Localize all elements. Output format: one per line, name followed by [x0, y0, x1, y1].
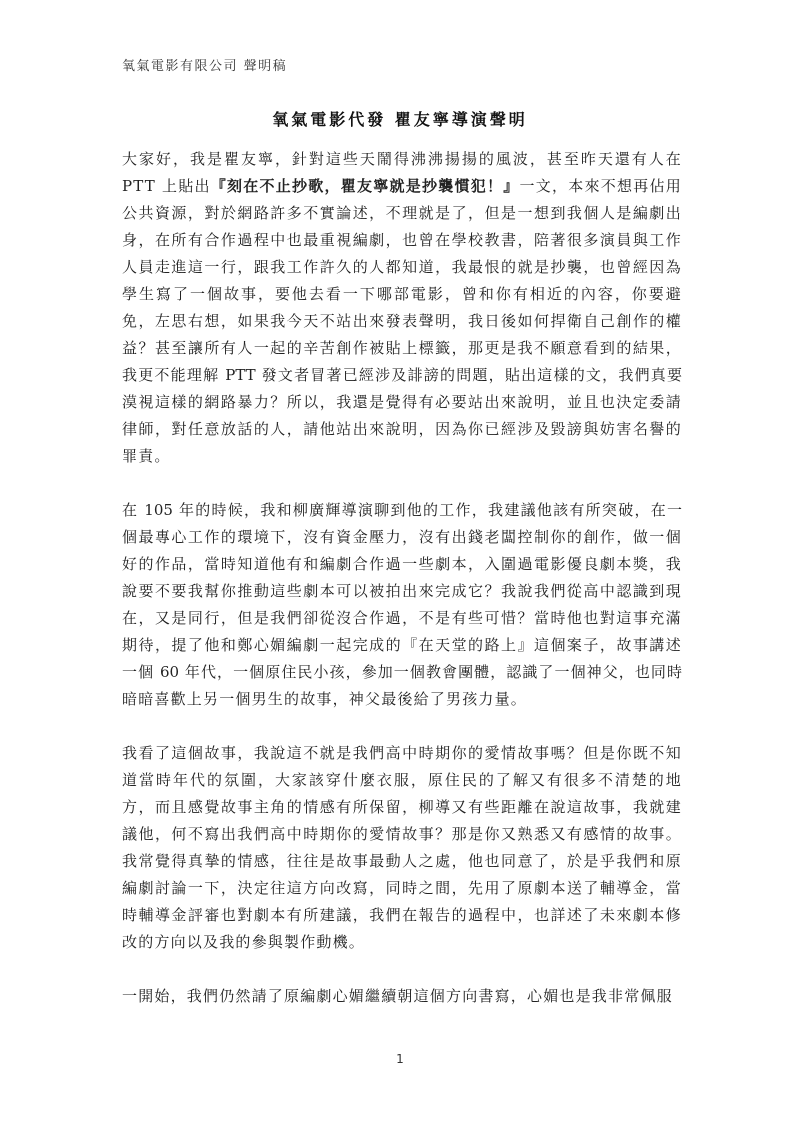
text-segment: PTT 上貼出: [122, 177, 211, 195]
text-line: 一個 60 年代，一個原住民小孩，參加一個教會團體，認識了一個神父，也同時: [122, 663, 682, 681]
text-segment: 一文，本來不想再佔用: [519, 177, 682, 195]
text-line: 學生寫了一個故事，要他去看一下哪部電影，曾和你有相近的內容，你要避: [122, 285, 682, 303]
text-line: 方，而且感覺故事主角的情感有所保留，柳導又有些距離在說這故事，我就建: [122, 798, 682, 816]
text-line: 免，左思右想，如果我今天不站出來發表聲明，我日後如何捍衛自己創作的權: [122, 312, 682, 330]
text-line: 議他，何不寫出我們高中時期你的愛情故事？那是你又熟悉又有感情的故事。: [122, 825, 682, 843]
text-line: 期待，提了他和鄭心媚編劇一起完成的『在天堂的路上』這個案子，故事講述: [122, 636, 682, 654]
text-line: 在 105 年的時候，我和柳廣輝導演聊到他的工作，我建議他該有所突破，在一: [122, 501, 682, 519]
paragraph-gap: [122, 713, 682, 740]
quoted-article-title: 『刻在不止抄歌，瞿友寧就是抄襲慣犯！』: [210, 177, 520, 195]
paragraph-gap: [122, 956, 682, 983]
paragraph-gap: [122, 470, 682, 497]
paragraph: [122, 740, 682, 956]
text-line: 個最專心工作的環境下，沒有資金壓力，沒有出錢老闆控制你的創作，做一個: [122, 528, 682, 546]
text-line: 我看了這個故事，我說這不就是我們高中時期你的愛情故事嗎？但是你既不知: [122, 744, 682, 762]
text-line: 身，在所有合作過程中也最重視編劇，也曾在學校教書，陪著很多演員與工作: [122, 231, 682, 249]
text-line: 公共資源，對於網路許多不實論述，不理就是了，但是一想到我個人是編劇出: [122, 204, 682, 222]
text-line: 時輔導金評審也對劇本有所建議，我們在報告的過程中，也詳述了未來劇本修: [122, 906, 682, 924]
text-line: 一開始，我們仍然請了原編劇心媚繼續朝這個方向書寫，心媚也是我非常佩服: [122, 987, 673, 1005]
text-line: 我更不能理解 PTT 發文者冒著已經涉及誹謗的問題，貼出這樣的文，我們真要: [122, 366, 682, 384]
text-line: 益？甚至讓所有人一起的辛苦創作被貼上標籤，那更是我不願意看到的結果，: [122, 339, 682, 357]
text-line: 大家好，我是瞿友寧，針對這些天鬧得沸沸揚揚的風波，甚至昨天還有人在: [122, 150, 682, 168]
text-line: 律師，對任意放話的人，請他站出來說明，因為你已經涉及毀謗與妨害名譽的: [122, 420, 682, 438]
text-line: 罪責。: [122, 447, 171, 465]
paragraph: [122, 983, 682, 1010]
document-body: [122, 146, 682, 1010]
text-line: 在，又是同行，但是我們卻從沒合作過，不是有些可惜？當時他也對這事充滿: [122, 609, 682, 627]
document-header: 氧氣電影有限公司 聲明稿: [122, 59, 288, 74]
text-line: 編劇討論一下，決定往這方向改寫，同時之間，先用了原劇本送了輔導金，當: [122, 879, 682, 897]
text-line: 暗暗喜歡上另一個男生的故事，神父最後給了男孩力量。: [122, 690, 528, 708]
text-line: [122, 173, 682, 200]
text-line: 人員走進這一行，跟我工作許久的人都知道，我最恨的就是抄襲，也曾經因為: [122, 258, 682, 276]
text-line: 我常覺得真摯的情感，往往是故事最動人之處，他也同意了，於是乎我們和原: [122, 852, 682, 870]
paragraph: [122, 497, 682, 713]
text-line: 漠視這樣的網路暴力？所以，我還是覺得有必要站出來說明，並且也決定委請: [122, 393, 682, 411]
text-line: 說要不要我幫你推動這些劇本可以被拍出來完成它？我說我們從高中認識到現: [122, 582, 682, 600]
paragraph: [122, 146, 682, 470]
text-line: 好的作品，當時知道他有和編劇合作過一些劇本，入圍過電影優良劇本獎，我: [122, 555, 682, 573]
document-title: 氧氣電影代發 瞿友寧導演聲明: [272, 110, 528, 129]
page-number: 1: [396, 1052, 404, 1066]
text-line: 道當時年代的氛圍，大家該穿什麼衣服，原住民的了解又有很多不清楚的地: [122, 771, 682, 789]
text-line: 改的方向以及我的參與製作動機。: [122, 933, 366, 951]
